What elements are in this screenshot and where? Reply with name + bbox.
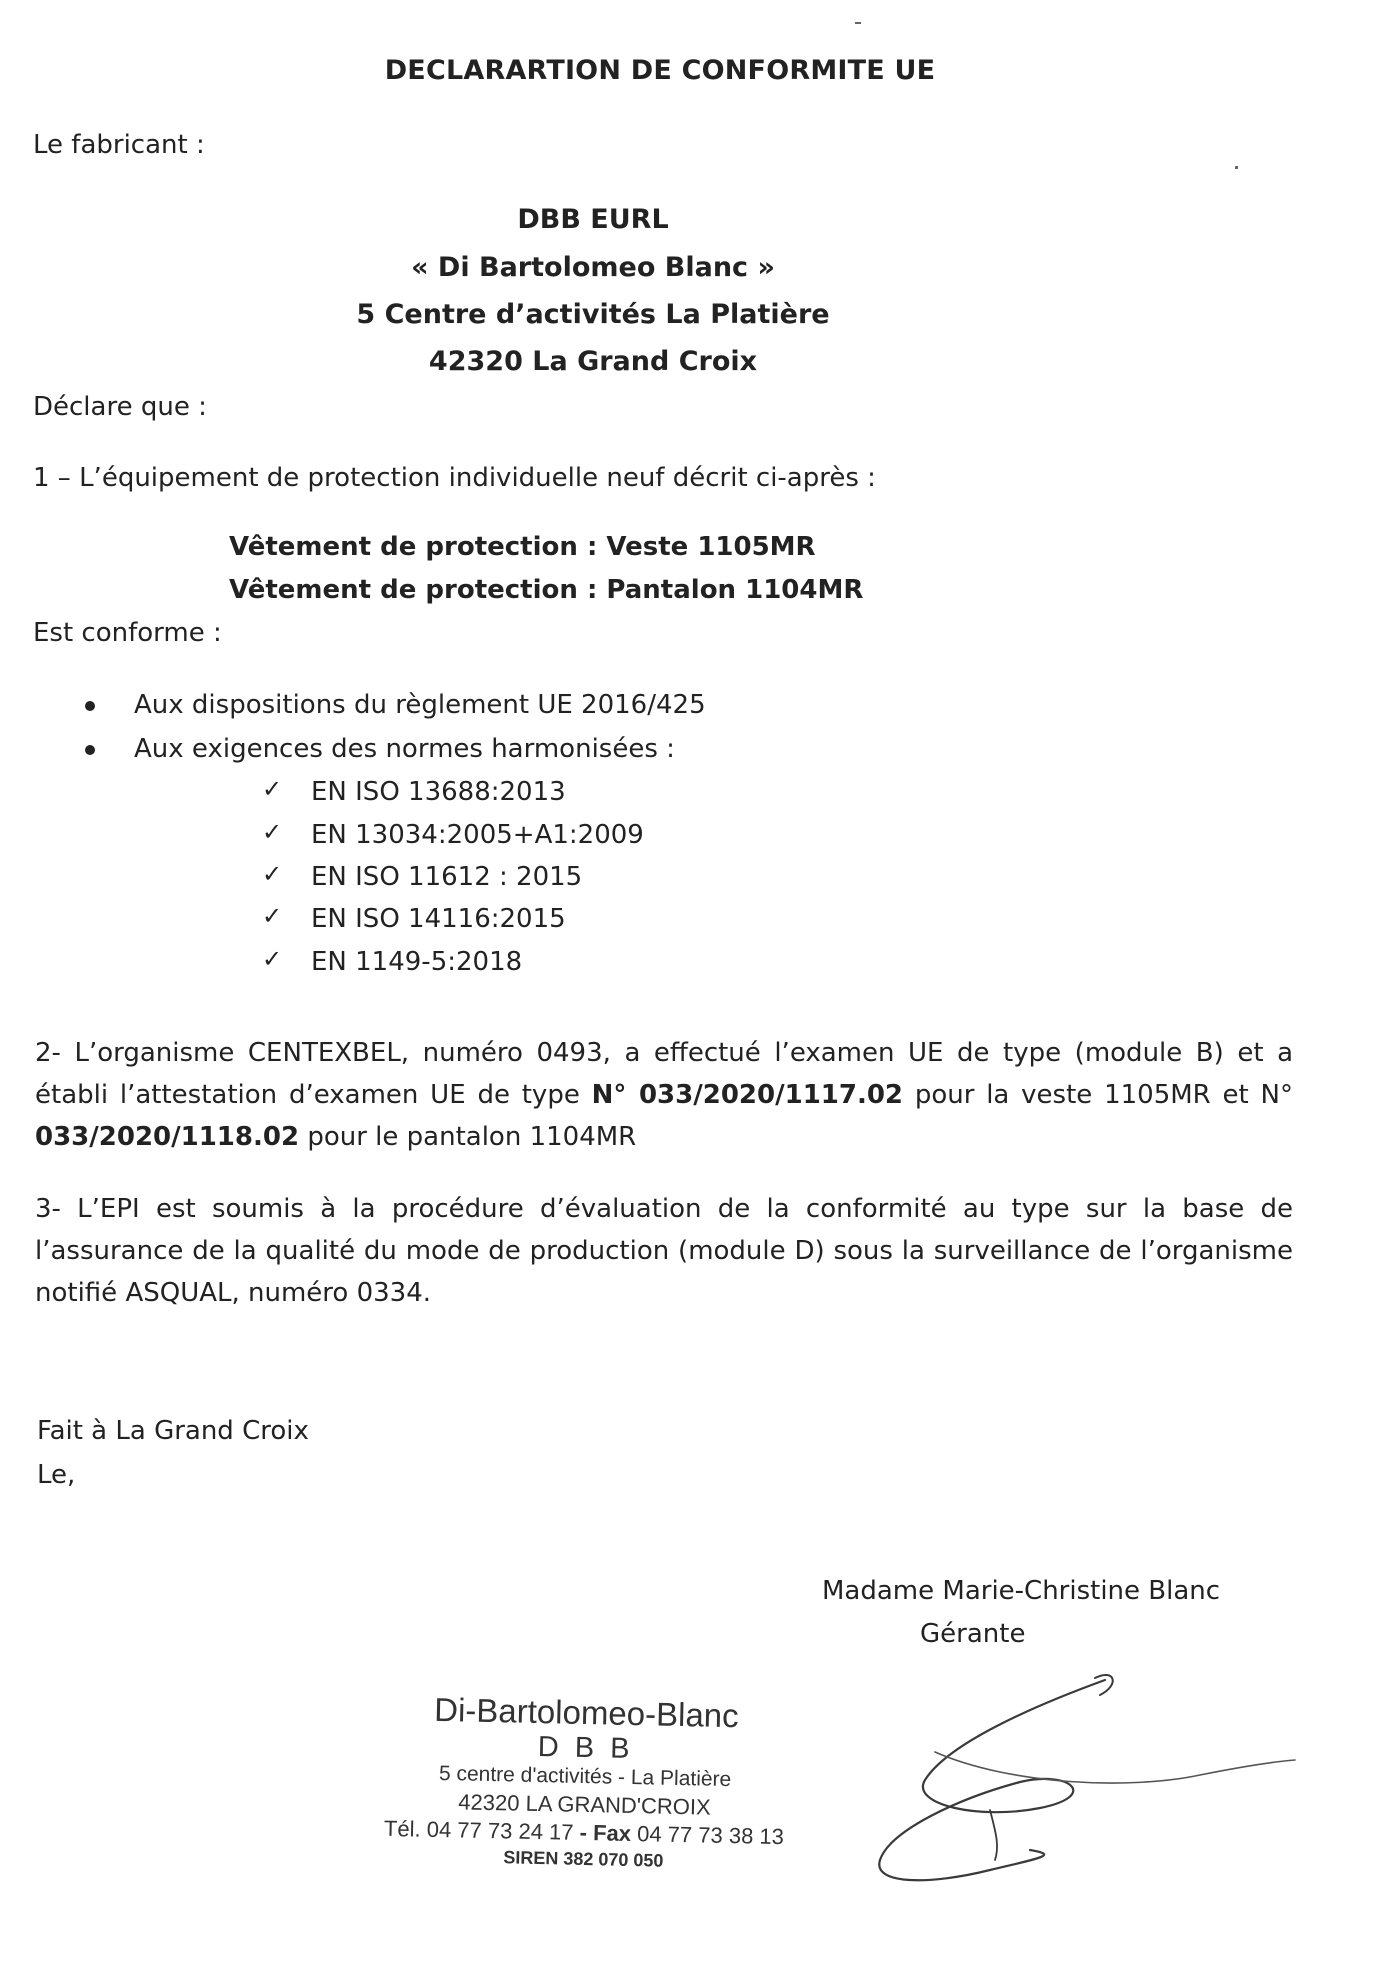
check-icon: ✓: [262, 902, 283, 930]
declare-label: Déclare que :: [33, 392, 207, 422]
company-address: 5 Centre d’activités La Platière: [356, 299, 830, 330]
signatory-name: Madame Marie-Christine Blanc: [822, 1576, 1221, 1606]
stamp-fax-label: - Fax: [579, 1819, 632, 1846]
norm-item: EN ISO 13688:2013: [311, 777, 566, 807]
bullet-normes: Aux exigences des normes harmonisées :: [134, 734, 675, 764]
check-icon: ✓: [262, 860, 283, 888]
place-label: Fait à La Grand Croix: [37, 1416, 309, 1446]
stamp-phone-label: Tél.: [383, 1815, 421, 1842]
bullet-dot-icon: [85, 701, 95, 711]
scan-speck: [1235, 166, 1238, 169]
signatory-role: Gérante: [920, 1619, 1026, 1649]
bullet-reglement: Aux dispositions du règlement UE 2016/425: [134, 690, 706, 720]
handwritten-signature: [870, 1670, 1300, 1900]
signature-stroke: [879, 1680, 1105, 1880]
para2-text: pour le pantalon 1104MR: [299, 1122, 637, 1152]
company-stamp: [343, 1688, 827, 1876]
item1-intro: 1 – L’équipement de protection individuelle neuf décrit ci-après :: [33, 463, 876, 493]
para2-text: 2- L’organisme CENTEXBEL, numéro 0493, a effectué l’examen UE de type (module B) et a établi l’attestation d’examen UE de type: [35, 1038, 1293, 1110]
stamp-company: Di-Bartolomeo-Blanc: [433, 1690, 740, 1735]
check-icon: ✓: [262, 945, 283, 973]
conforme-label: Est conforme :: [33, 618, 222, 648]
norm-item: EN ISO 14116:2015: [311, 904, 566, 934]
norm-item: EN 1149-5:2018: [311, 947, 523, 977]
paragraph-2: [35, 1032, 1293, 1158]
stamp-address: 5 centre d'activités - La Platière: [438, 1761, 732, 1792]
paragraph-3: 3- L’EPI est soumis à la procédure d’évaluation de la conformité au type sur la base de l’assurance de la qualité du mode de production (module D) sous la surveillance de l’organisme notifié ASQUAL, numéro 0334.: [35, 1194, 1293, 1308]
stamp-fax: 04 77 73 38 13: [636, 1821, 785, 1850]
norm-item: EN ISO 11612 : 2015: [311, 862, 583, 892]
stamp-siren: SIREN 382 070 050: [503, 1847, 664, 1871]
norm-item: EN 13034:2005+A1:2009: [311, 820, 644, 850]
check-icon: ✓: [262, 775, 283, 803]
bullet-dot-icon: [85, 745, 95, 755]
attestation-number-veste: N° 033/2020/1117.02: [591, 1080, 904, 1110]
para2-text: pour la veste 1105MR et N°: [903, 1080, 1293, 1110]
scan-speck: [855, 22, 861, 24]
stamp-city: 42320 LA GRAND'CROIX: [458, 1789, 711, 1820]
company-city: 42320 La Grand Croix: [428, 346, 758, 377]
company-alias: « Di Bartolomeo Blanc »: [411, 252, 775, 283]
company-name: DBB EURL: [517, 204, 669, 235]
attestation-number-pantalon: 033/2020/1118.02: [35, 1122, 300, 1152]
check-icon: ✓: [262, 818, 283, 846]
date-label: Le,: [37, 1460, 76, 1490]
fabricant-label: Le fabricant :: [33, 130, 205, 160]
product-pantalon: Vêtement de protection : Pantalon 1104MR: [229, 575, 864, 605]
signature-stroke: [990, 1810, 997, 1860]
stamp-acronym: D B B: [537, 1731, 634, 1766]
document-title: DECLARARTION DE CONFORMITE UE: [384, 55, 936, 86]
stamp-phone: 04 77 73 24 17: [426, 1816, 574, 1845]
signature-stroke: [935, 1752, 1295, 1783]
product-veste: Vêtement de protection : Veste 1105MR: [229, 532, 816, 562]
signature-stroke: [1095, 1675, 1113, 1695]
